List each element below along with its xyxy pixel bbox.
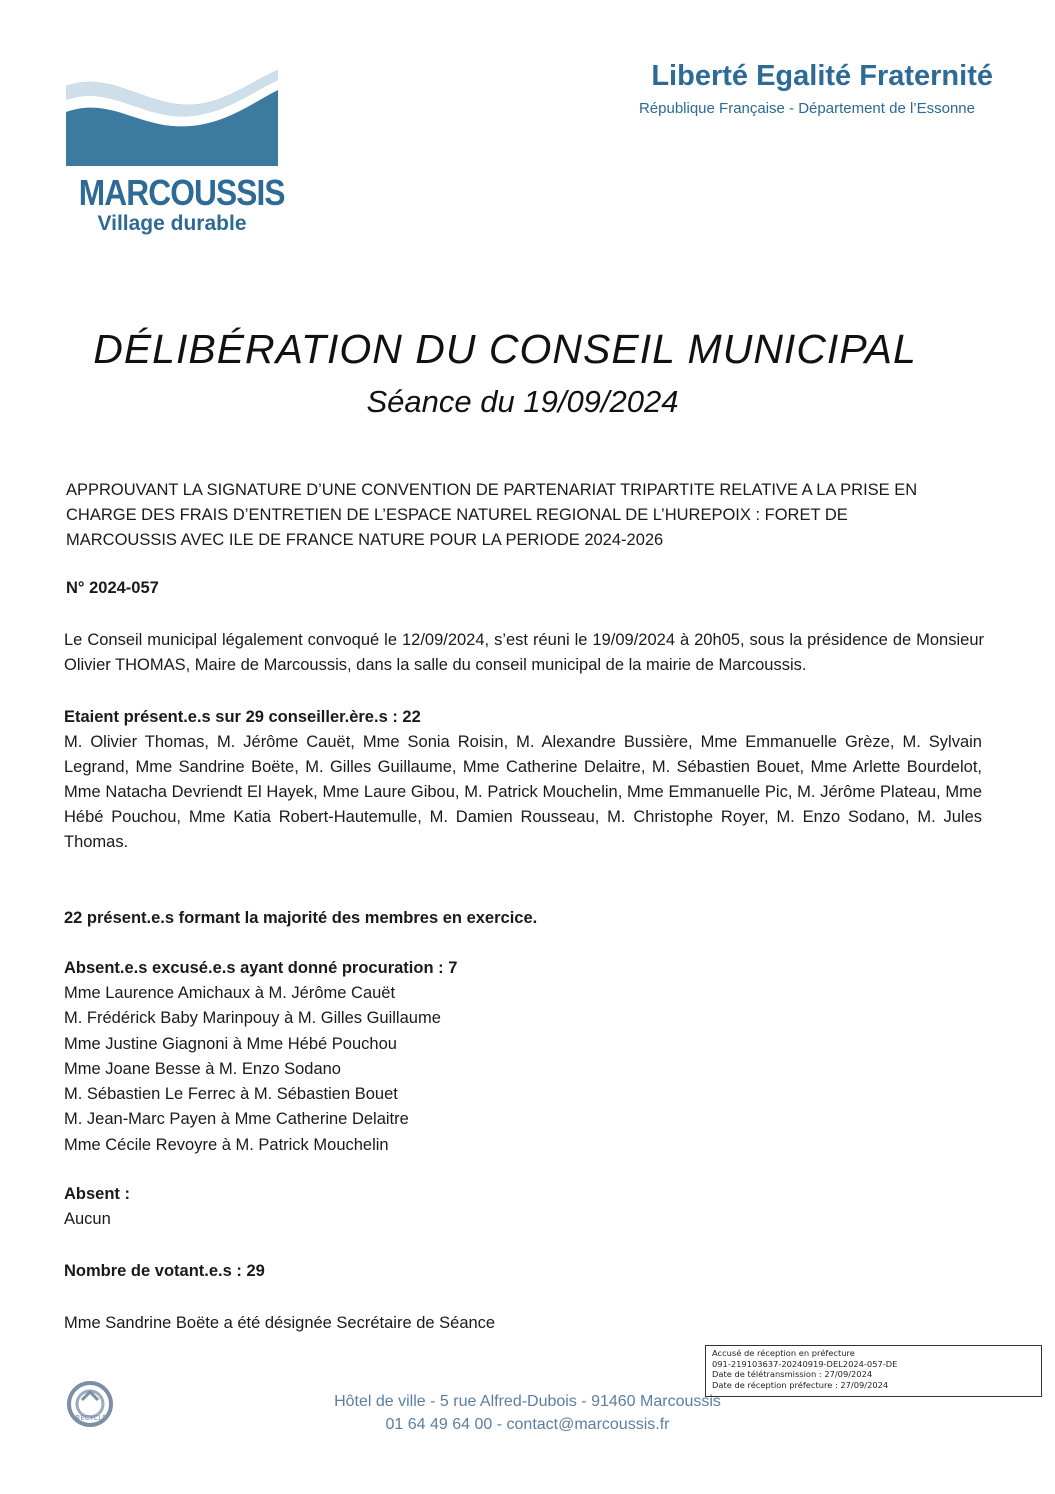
logo-tagline: Village durable [97,212,247,235]
list-item: M. Frédérick Baby Marinpouy à M. Gilles Guillaume [64,1009,441,1028]
list-item: Mme Justine Giagnoni à Mme Hébé Pouchou [64,1034,397,1053]
footer-address: Hôtel de ville - 5 rue Alfred-Dubois - 91460 Marcoussis [334,1393,721,1410]
prefecture-receipt-stamp [705,1345,1042,1397]
voters-count: Nombre de votant.e.s : 29 [64,1262,265,1280]
republic-subtitle: République Française - Département de l’Essonne [638,100,975,117]
proxy-heading: Absent.e.s excusé.e.s ayant donné procuration : 7 [64,959,458,977]
absent-heading: Absent : [64,1185,130,1203]
logo-name: MARCOUSSIS [78,172,285,213]
list-item: Mme Laurence Amichaux à M. Jérôme Cauët [64,984,396,1002]
session-date: Séance du 19/09/2024 [366,384,679,419]
wave-icon [66,64,278,166]
stamp-line: Date de réception préfecture : 27/09/2024 [712,1379,889,1390]
intro-paragraph: Le Conseil municipal légalement convoqué le 12/09/2024, s’est réuni le 19/09/2024 à 20h05, sous la présidence de Monsieur Olivier THOMAS, Maire de Marcoussis, dans la salle du conseil municipal de la mairie de Marcoussis. [64,631,984,674]
list-item: M. Jean-Marc Payen à Mme Catherine Delaitre [64,1110,409,1129]
present-list: M. Olivier Thomas, M. Jérôme Cauët, Mme Sonia Roisin, M. Alexandre Bussière, Mme Emmanuelle Grèze, M. Sylvain Legrand, Mme Sandrine Boëte, M. Gilles Guillaume, Mme Catherine Delaitre, M. Sébastien Bouet, Mme Arlette Bourdelot, Mme Natacha Devriendt El Hayek, Mme Laure Gibou, M. Patrick Mouchelin, Mme Emmanuelle Pic, M. Jérôme Plateau, Mme Hébé Pouchou, Mme Katia Robert-Hautemulle, M. Damien Rousseau, M. Christophe Royer, M. Enzo Sodano, M. Jules Thomas. [64,733,982,851]
recycle-label: RECYCLÉ [75,1414,107,1422]
logo-graphic [66,64,278,166]
republic-motto: Liberté Egalité Fraternité [651,60,993,92]
stamp-line: 091-219103637-20240919-DEL2024-057-DE [712,1358,898,1369]
list-item: Mme Cécile Revoyre à M. Patrick Mouchelin [64,1135,389,1154]
present-heading: Etaient présent.e.s sur 29 conseiller.ère.s : 22 [64,708,421,726]
majority-statement: 22 présent.e.s formant la majorité des membres en exercice. [64,909,538,927]
session-secretary: Mme Sandrine Boëte a été désignée Secrétaire de Séance [64,1314,496,1332]
page-title: DÉLIBÉRATION DU CONSEIL MUNICIPAL [93,326,917,372]
footer-contact: 01 64 49 64 00 - contact@marcoussis.fr [385,1416,670,1433]
proxy-list [64,981,441,1158]
deliberation-object: APPROUVANT LA SIGNATURE D’UNE CONVENTION DE PARTENARIAT TRIPARTITE RELATIVE A LA PRISE EN CHARGE DES FRAIS D’ENTRETIEN DE L’ESPACE NATUREL REGIONAL DE L’HUREPOIX : FORET DE MARCOUSSIS AVEC ILE DE FRANCE NATURE POUR LA PERIODE 2024-2026 [66,481,918,549]
stamp-line: Date de télétransmission : 27/09/2024 [712,1369,873,1379]
stamp-line: Accusé de réception en préfecture [712,1348,855,1358]
list-item: M. Sébastien Le Ferrec à M. Sébastien Bouet [64,1085,398,1104]
deliberation-number: N° 2024-057 [66,579,159,597]
list-item: Mme Joane Besse à M. Enzo Sodano [64,1059,341,1078]
absent-value: Aucun [64,1210,111,1228]
